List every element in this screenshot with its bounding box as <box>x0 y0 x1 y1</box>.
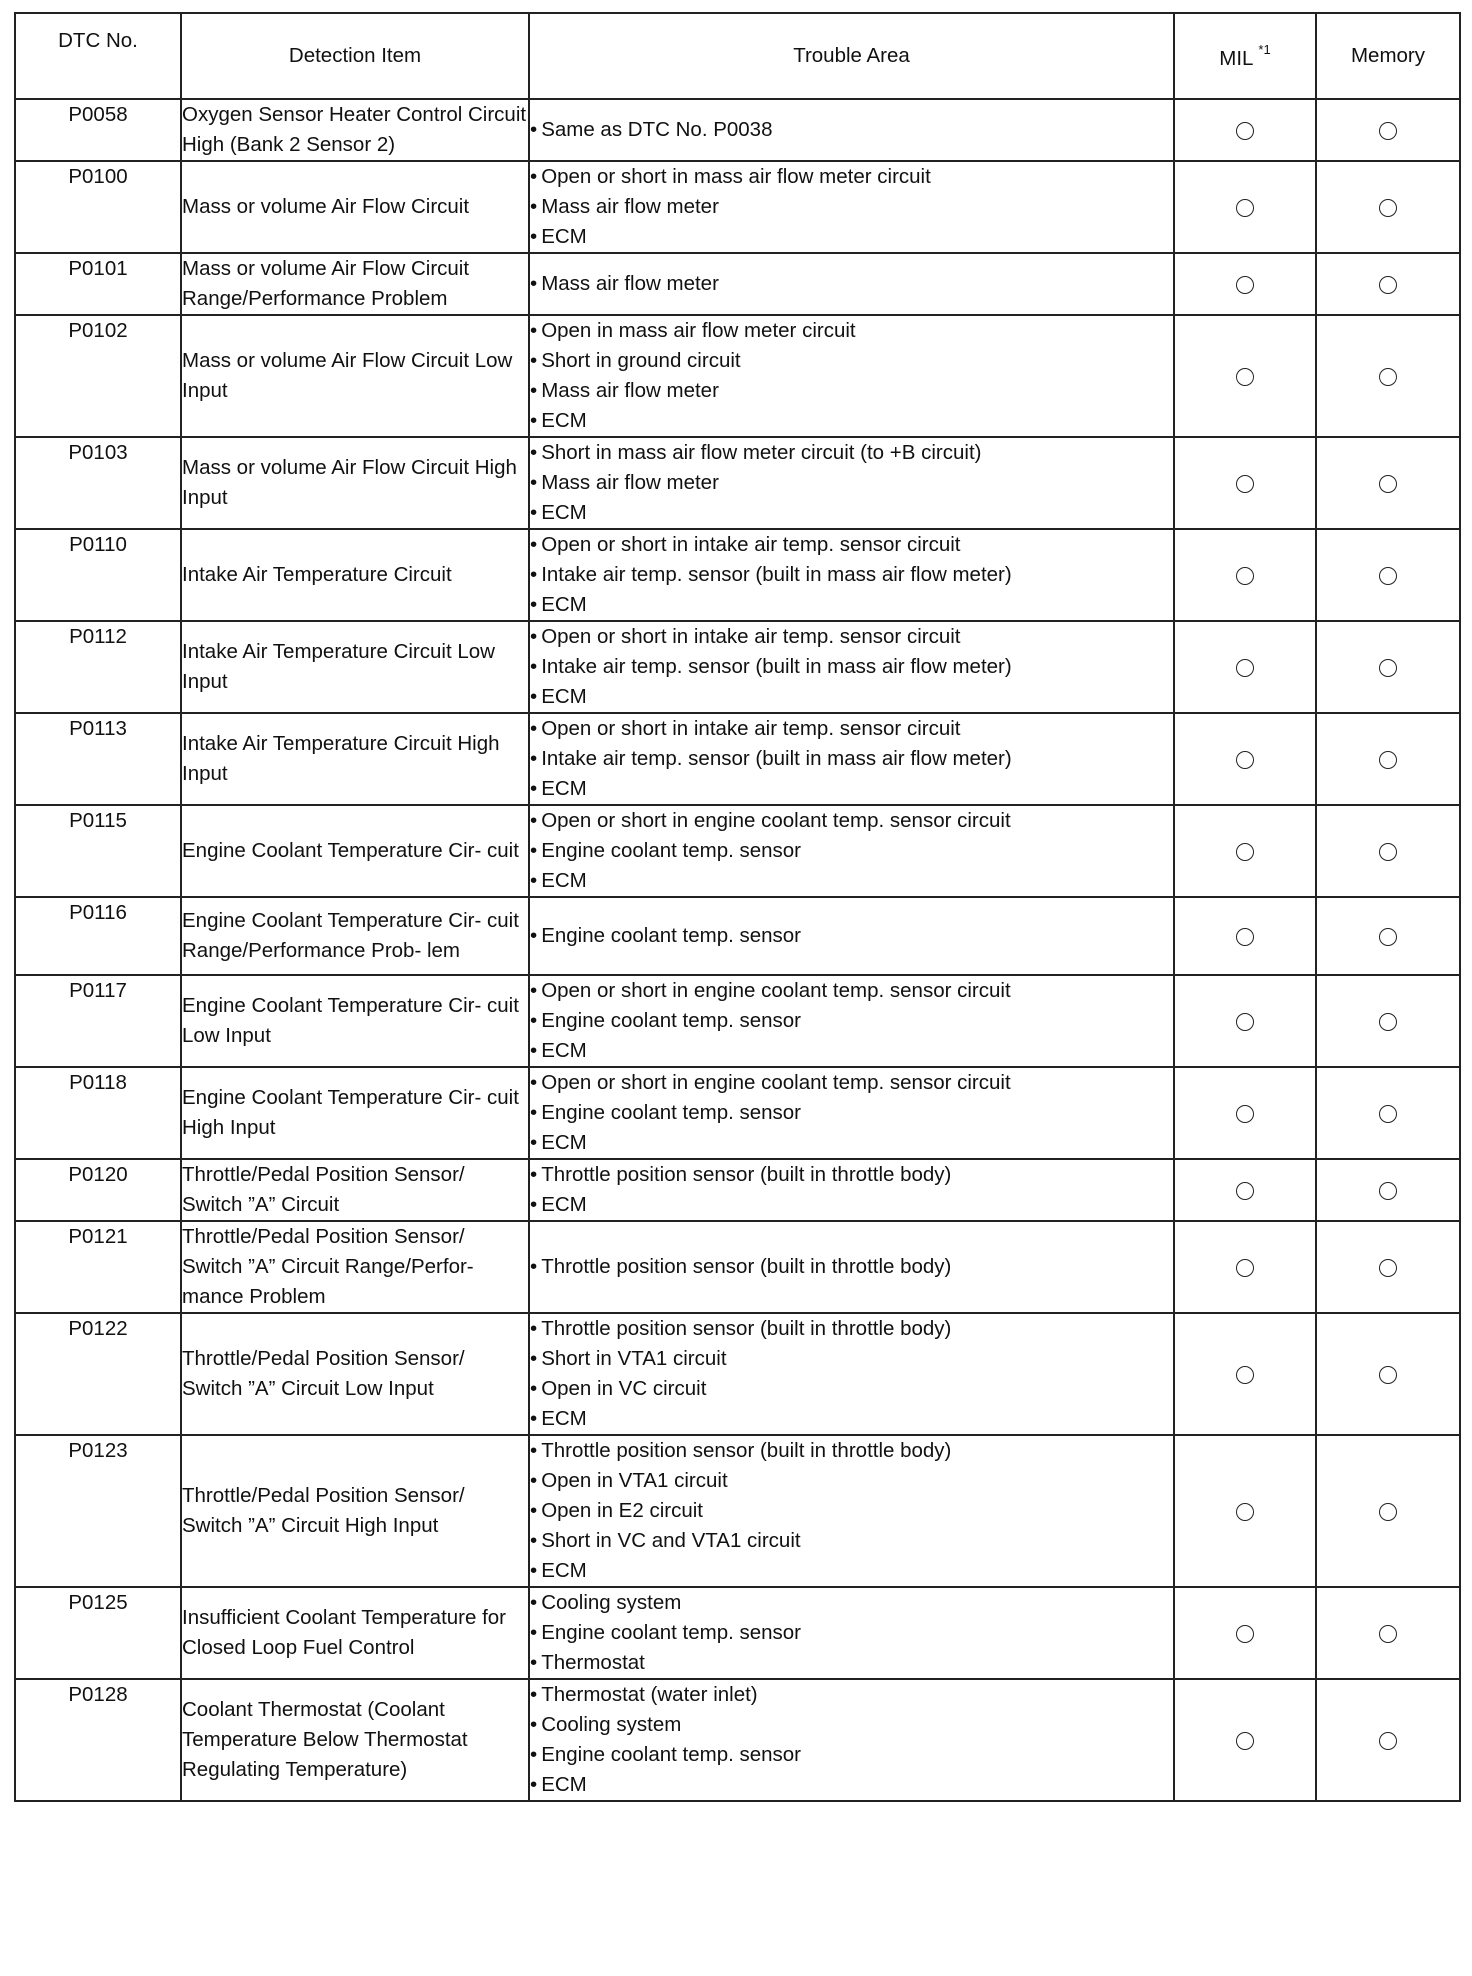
trouble-area-item: • Intake air temp. sensor (built in mass air flow meter) <box>530 744 1173 774</box>
mil-cell <box>1174 975 1316 1067</box>
mil-cell <box>1174 315 1316 437</box>
mil-circle-icon <box>1236 368 1254 386</box>
dtc-number: P0128 <box>15 1679 181 1801</box>
memory-circle-icon <box>1379 276 1397 294</box>
table-row <box>15 975 1460 1067</box>
trouble-area <box>529 437 1174 529</box>
trouble-area <box>529 621 1174 713</box>
mil-circle-icon <box>1236 751 1254 769</box>
dtc-number: P0122 <box>15 1313 181 1435</box>
detection-item: Coolant Thermostat (Coolant Temperature Below Thermostat Regulating Temperature) <box>181 1679 529 1801</box>
mil-cell <box>1174 805 1316 897</box>
detection-item: Intake Air Temperature Circuit High Input <box>181 713 529 805</box>
memory-circle-icon <box>1379 1013 1397 1031</box>
mil-cell <box>1174 1435 1316 1587</box>
mil-cell <box>1174 1679 1316 1801</box>
trouble-area-item: • Mass air flow meter <box>530 192 1173 222</box>
memory-cell <box>1316 621 1460 713</box>
trouble-area-item: • ECM <box>530 1128 1173 1158</box>
memory-cell <box>1316 161 1460 253</box>
detection-item: Insufficient Coolant Temperature for Closed Loop Fuel Control <box>181 1587 529 1679</box>
trouble-area-item: • Cooling system <box>530 1710 1173 1740</box>
trouble-area <box>529 805 1174 897</box>
memory-cell <box>1316 1159 1460 1221</box>
trouble-area-item: • Open or short in intake air temp. sensor circuit <box>530 714 1173 744</box>
trouble-area-item: • Throttle position sensor (built in throttle body) <box>530 1314 1173 1344</box>
mil-circle-icon <box>1236 567 1254 585</box>
detection-item: Intake Air Temperature Circuit <box>181 529 529 621</box>
trouble-area <box>529 975 1174 1067</box>
memory-circle-icon <box>1379 751 1397 769</box>
trouble-area-item: • Open or short in engine coolant temp. sensor circuit <box>530 1068 1173 1098</box>
detection-item: Engine Coolant Temperature Cir- cuit Low Input <box>181 975 529 1067</box>
trouble-area-item: • Throttle position sensor (built in throttle body) <box>530 1436 1173 1466</box>
mil-circle-icon <box>1236 843 1254 861</box>
detection-item: Engine Coolant Temperature Cir- cuit Range/Performance Prob- lem <box>181 897 529 975</box>
table-row <box>15 1587 1460 1679</box>
header-trouble-area: Trouble Area <box>529 13 1174 99</box>
dtc-number: P0102 <box>15 315 181 437</box>
trouble-area-item: • Open or short in mass air flow meter circuit <box>530 162 1173 192</box>
memory-circle-icon <box>1379 1732 1397 1750</box>
trouble-area-item: • Cooling system <box>530 1588 1173 1618</box>
dtc-number: P0103 <box>15 437 181 529</box>
dtc-table <box>14 12 1461 1802</box>
trouble-area-item: • Engine coolant temp. sensor <box>530 1618 1173 1648</box>
trouble-area-item: • Short in VTA1 circuit <box>530 1344 1173 1374</box>
trouble-area-item: • Short in mass air flow meter circuit (to +B circuit) <box>530 438 1173 468</box>
table-row <box>15 713 1460 805</box>
trouble-area-item: • Engine coolant temp. sensor <box>530 1740 1173 1770</box>
trouble-area-item: • ECM <box>530 1190 1173 1220</box>
detection-item: Oxygen Sensor Heater Control Circuit High (Bank 2 Sensor 2) <box>181 99 529 161</box>
table-row <box>15 897 1460 975</box>
memory-cell <box>1316 713 1460 805</box>
header-dtc-no: DTC No. <box>15 13 181 99</box>
detection-item: Intake Air Temperature Circuit Low Input <box>181 621 529 713</box>
mil-cell <box>1174 1313 1316 1435</box>
header-row <box>15 13 1460 99</box>
mil-cell <box>1174 897 1316 975</box>
trouble-area <box>529 161 1174 253</box>
memory-cell <box>1316 1313 1460 1435</box>
trouble-area-item: • Open or short in intake air temp. sensor circuit <box>530 622 1173 652</box>
trouble-area <box>529 529 1174 621</box>
table-row <box>15 1435 1460 1587</box>
memory-circle-icon <box>1379 122 1397 140</box>
trouble-area-item: • Mass air flow meter <box>530 376 1173 406</box>
table-row <box>15 99 1460 161</box>
table-row <box>15 805 1460 897</box>
mil-circle-icon <box>1236 1732 1254 1750</box>
trouble-area-item: • ECM <box>530 1556 1173 1586</box>
detection-item: Throttle/Pedal Position Sensor/ Switch ”A” Circuit High Input <box>181 1435 529 1587</box>
mil-circle-icon <box>1236 475 1254 493</box>
trouble-area-item: • Open in E2 circuit <box>530 1496 1173 1526</box>
dtc-number: P0101 <box>15 253 181 315</box>
trouble-area-item: • ECM <box>530 1770 1173 1800</box>
memory-circle-icon <box>1379 1182 1397 1200</box>
dtc-number: P0112 <box>15 621 181 713</box>
table-row <box>15 253 1460 315</box>
table-row <box>15 621 1460 713</box>
table-row <box>15 437 1460 529</box>
mil-circle-icon <box>1236 659 1254 677</box>
memory-circle-icon <box>1379 1259 1397 1277</box>
trouble-area-item: • Engine coolant temp. sensor <box>530 921 1173 951</box>
trouble-area-item: • Thermostat (water inlet) <box>530 1680 1173 1710</box>
memory-cell <box>1316 1067 1460 1159</box>
dtc-number: P0100 <box>15 161 181 253</box>
header-mil <box>1174 13 1316 99</box>
mil-circle-icon <box>1236 1625 1254 1643</box>
trouble-area-item: • Intake air temp. sensor (built in mass air flow meter) <box>530 560 1173 590</box>
trouble-area-item: • ECM <box>530 590 1173 620</box>
trouble-area-item: • Mass air flow meter <box>530 468 1173 498</box>
trouble-area-item: • ECM <box>530 222 1173 252</box>
mil-cell <box>1174 437 1316 529</box>
memory-cell <box>1316 437 1460 529</box>
table-row <box>15 1221 1460 1313</box>
mil-circle-icon <box>1236 1503 1254 1521</box>
memory-cell <box>1316 897 1460 975</box>
memory-cell <box>1316 253 1460 315</box>
trouble-area-item: • ECM <box>530 682 1173 712</box>
trouble-area-item: • Open or short in intake air temp. sensor circuit <box>530 530 1173 560</box>
table-row <box>15 1159 1460 1221</box>
memory-cell <box>1316 315 1460 437</box>
memory-circle-icon <box>1379 199 1397 217</box>
trouble-area-item: • ECM <box>530 774 1173 804</box>
trouble-area-item: • Short in ground circuit <box>530 346 1173 376</box>
trouble-area <box>529 713 1174 805</box>
mil-circle-icon <box>1236 928 1254 946</box>
trouble-area <box>529 1067 1174 1159</box>
trouble-area-item: • Intake air temp. sensor (built in mass air flow meter) <box>530 652 1173 682</box>
trouble-area-item: • ECM <box>530 1404 1173 1434</box>
memory-cell <box>1316 805 1460 897</box>
trouble-area <box>529 1159 1174 1221</box>
trouble-area-item: • Short in VC and VTA1 circuit <box>530 1526 1173 1556</box>
trouble-area <box>529 315 1174 437</box>
dtc-number: P0118 <box>15 1067 181 1159</box>
dtc-number: P0113 <box>15 713 181 805</box>
trouble-area <box>529 1313 1174 1435</box>
mil-cell <box>1174 1221 1316 1313</box>
trouble-area <box>529 1221 1174 1313</box>
header-mil-label: MIL <box>1219 46 1253 70</box>
dtc-number: P0121 <box>15 1221 181 1313</box>
mil-circle-icon <box>1236 1259 1254 1277</box>
table-row <box>15 1679 1460 1801</box>
header-detection-item: Detection Item <box>181 13 529 99</box>
trouble-area <box>529 99 1174 161</box>
dtc-number: P0120 <box>15 1159 181 1221</box>
mil-cell <box>1174 1067 1316 1159</box>
trouble-area <box>529 1679 1174 1801</box>
trouble-area-item: • Same as DTC No. P0038 <box>530 115 1173 145</box>
table-body <box>15 99 1460 1801</box>
memory-cell <box>1316 1587 1460 1679</box>
dtc-number: P0116 <box>15 897 181 975</box>
memory-circle-icon <box>1379 1625 1397 1643</box>
trouble-area-item: • Open or short in engine coolant temp. sensor circuit <box>530 806 1173 836</box>
detection-item: Throttle/Pedal Position Sensor/ Switch ”A” Circuit Low Input <box>181 1313 529 1435</box>
table-row <box>15 315 1460 437</box>
detection-item: Throttle/Pedal Position Sensor/ Switch ”A” Circuit Range/Perfor- mance Problem <box>181 1221 529 1313</box>
memory-cell <box>1316 99 1460 161</box>
memory-circle-icon <box>1379 1105 1397 1123</box>
detection-item: Mass or volume Air Flow Circuit Range/Performance Problem <box>181 253 529 315</box>
mil-cell <box>1174 253 1316 315</box>
memory-circle-icon <box>1379 475 1397 493</box>
trouble-area-item: • Open in mass air flow meter circuit <box>530 316 1173 346</box>
mil-cell <box>1174 713 1316 805</box>
mil-cell <box>1174 1587 1316 1679</box>
mil-circle-icon <box>1236 1366 1254 1384</box>
header-memory: Memory <box>1316 13 1460 99</box>
table-row <box>15 161 1460 253</box>
trouble-area-item: • ECM <box>530 498 1173 528</box>
trouble-area-item: • ECM <box>530 406 1173 436</box>
mil-circle-icon <box>1236 1013 1254 1031</box>
mil-circle-icon <box>1236 199 1254 217</box>
trouble-area-item: • ECM <box>530 866 1173 896</box>
memory-cell <box>1316 975 1460 1067</box>
dtc-number: P0115 <box>15 805 181 897</box>
detection-item: Engine Coolant Temperature Cir- cuit <box>181 805 529 897</box>
memory-circle-icon <box>1379 567 1397 585</box>
dtc-number: P0125 <box>15 1587 181 1679</box>
table-row <box>15 529 1460 621</box>
mil-cell <box>1174 1159 1316 1221</box>
trouble-area-item: • Throttle position sensor (built in throttle body) <box>530 1160 1173 1190</box>
trouble-area-item: • Open in VC circuit <box>530 1374 1173 1404</box>
trouble-area-item: • Engine coolant temp. sensor <box>530 1098 1173 1128</box>
trouble-area <box>529 1435 1174 1587</box>
memory-circle-icon <box>1379 843 1397 861</box>
memory-cell <box>1316 1221 1460 1313</box>
detection-item: Mass or volume Air Flow Circuit <box>181 161 529 253</box>
mil-circle-icon <box>1236 1182 1254 1200</box>
mil-cell <box>1174 529 1316 621</box>
trouble-area-item: • ECM <box>530 1036 1173 1066</box>
dtc-number: P0117 <box>15 975 181 1067</box>
trouble-area-item: • Engine coolant temp. sensor <box>530 836 1173 866</box>
mil-cell <box>1174 99 1316 161</box>
trouble-area-item: • Thermostat <box>530 1648 1173 1678</box>
dtc-number: P0123 <box>15 1435 181 1587</box>
detection-item: Mass or volume Air Flow Circuit Low Input <box>181 315 529 437</box>
memory-circle-icon <box>1379 659 1397 677</box>
trouble-area-item: • Throttle position sensor (built in throttle body) <box>530 1252 1173 1282</box>
trouble-area-item: • Engine coolant temp. sensor <box>530 1006 1173 1036</box>
mil-circle-icon <box>1236 1105 1254 1123</box>
memory-cell <box>1316 1435 1460 1587</box>
table-row <box>15 1313 1460 1435</box>
mil-cell <box>1174 621 1316 713</box>
detection-item: Mass or volume Air Flow Circuit High Input <box>181 437 529 529</box>
dtc-number: P0058 <box>15 99 181 161</box>
header-mil-note: *1 <box>1258 42 1271 58</box>
trouble-area-item: • Open in VTA1 circuit <box>530 1466 1173 1496</box>
memory-circle-icon <box>1379 928 1397 946</box>
trouble-area-item: • Mass air flow meter <box>530 269 1173 299</box>
table-row <box>15 1067 1460 1159</box>
mil-cell <box>1174 161 1316 253</box>
memory-cell <box>1316 1679 1460 1801</box>
trouble-area <box>529 1587 1174 1679</box>
memory-circle-icon <box>1379 1503 1397 1521</box>
trouble-area <box>529 253 1174 315</box>
mil-circle-icon <box>1236 122 1254 140</box>
trouble-area <box>529 897 1174 975</box>
detection-item: Throttle/Pedal Position Sensor/ Switch ”A” Circuit <box>181 1159 529 1221</box>
memory-circle-icon <box>1379 368 1397 386</box>
mil-circle-icon <box>1236 276 1254 294</box>
memory-cell <box>1316 529 1460 621</box>
detection-item: Engine Coolant Temperature Cir- cuit High Input <box>181 1067 529 1159</box>
trouble-area-item: • Open or short in engine coolant temp. sensor circuit <box>530 976 1173 1006</box>
memory-circle-icon <box>1379 1366 1397 1384</box>
dtc-number: P0110 <box>15 529 181 621</box>
